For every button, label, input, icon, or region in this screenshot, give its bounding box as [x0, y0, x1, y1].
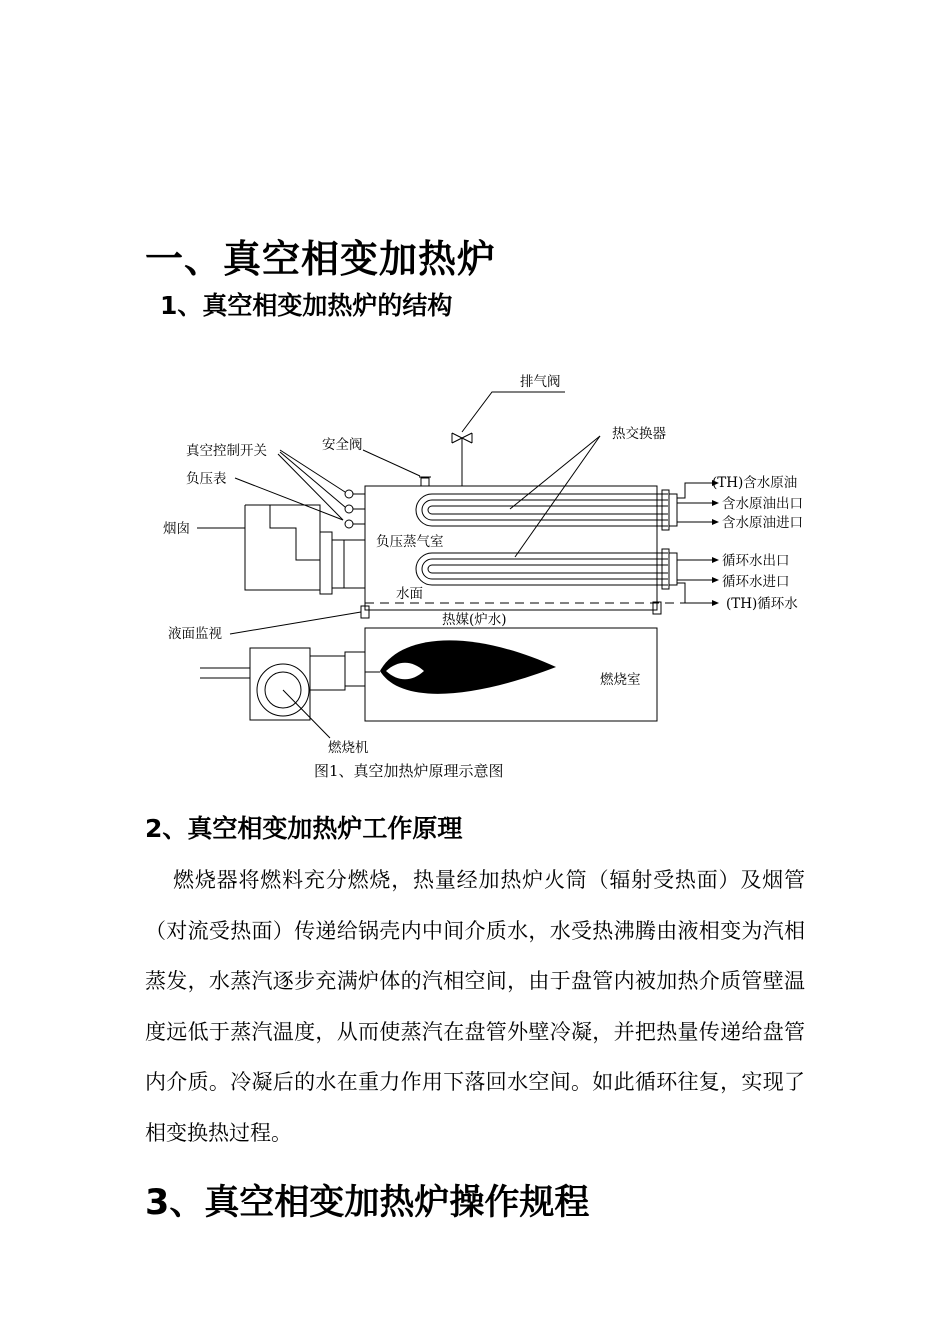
section2-title: 2、真空相变加热炉工作原理: [145, 814, 463, 843]
label-vacuum-switch: 真空控制开关: [186, 443, 267, 459]
safety-valve: [421, 478, 429, 486]
label-oil-inlet: 含水原油进口: [722, 515, 803, 531]
label-safety-valve: 安全阀: [322, 437, 363, 453]
label-steam-chamber: 负压蒸气室: [376, 534, 444, 550]
label-heat-medium: 热媒(炉水): [442, 612, 507, 628]
label-th-oil: (TH)含水原油: [712, 475, 798, 491]
section1-title: 1、真空相变加热炉的结构: [160, 291, 453, 320]
label-water-surface: 水面: [396, 586, 423, 602]
main-heading: 一、真空相变加热炉: [145, 237, 497, 281]
label-exhaust-valve: 排气阀: [520, 374, 561, 390]
diagram-caption: 图1、真空加热炉原理示意图: [314, 762, 504, 780]
label-level-monitor: 液面监视: [168, 626, 222, 642]
label-burner: 燃烧机: [328, 740, 369, 756]
chimney-shape: [245, 505, 320, 590]
label-water-inlet: 循环水进口: [722, 574, 790, 590]
label-heat-exchanger: 热交换器: [612, 426, 666, 442]
vacuum-switch: [345, 490, 353, 498]
label-th-water: (TH)循环水: [726, 596, 798, 612]
section3-title: 3、真空相变加热炉操作规程: [145, 1183, 590, 1223]
pressure-gauge: [345, 505, 353, 513]
section2-body: 燃烧器将燃料充分燃烧，热量经加热炉火筒（辐射受热面）及烟管（对流受热面）传递给锅壳内中间介质水，水受热沸腾由液相变为汽相蒸发，水蒸汽逐步充满炉体的汽相空间，由于盘管内被加热介质管壁温度远低于蒸汽温度，从而使蒸汽在盘管外壁冷凝，并把热量传递给盘管内介质。冷凝后的水在重力作用下落回水空间。如此循环往复，实现了相变换热过程。: [145, 868, 805, 1145]
label-chimney: 烟囱: [163, 521, 190, 537]
label-pressure-gauge: 负压表: [186, 471, 227, 487]
label-water-outlet: 循环水出口: [722, 553, 790, 569]
label-oil-outlet: 含水原油出口: [722, 496, 803, 512]
label-combustion-chamber: 燃烧室: [600, 672, 641, 688]
